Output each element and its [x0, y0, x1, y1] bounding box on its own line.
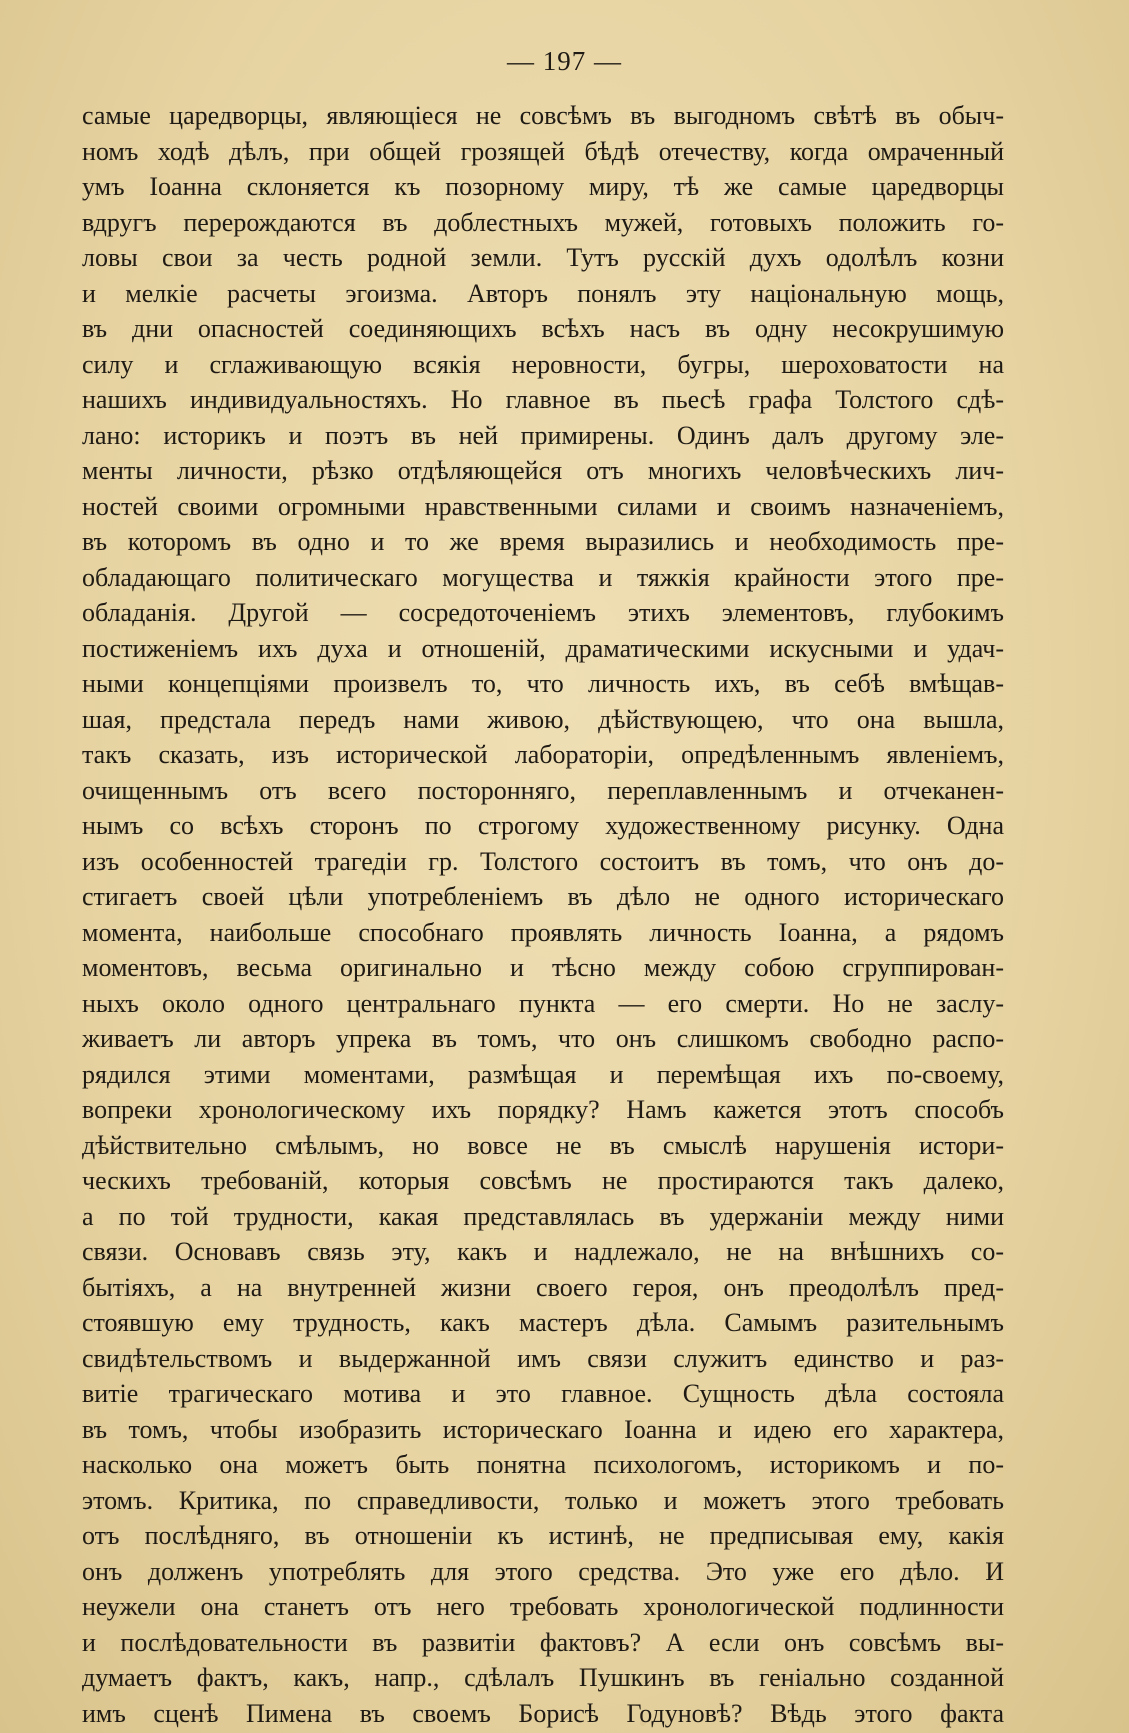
text-line: силу и сглаживающую всякія неровности, бугры, шероховатости на	[82, 349, 1004, 379]
text-line: ностей своими огромными нравственными силами и своимъ назначеніемъ,	[82, 491, 1004, 521]
text-line: ческихъ требованій, которыя совсѣмъ не простираются такъ далеко,	[82, 1166, 1004, 1195]
text-line: лано: историкъ и поэтъ въ ней примирены. Одинъ далъ другому эле-	[82, 420, 1004, 450]
text-line: рядился этими моментами, размѣщая и перемѣщая ихъ по-своему,	[82, 1059, 1004, 1089]
text-line: менты личности, рѣзко отдѣляющейся отъ многихъ человѣческихъ лич-	[82, 456, 1004, 485]
text-line: имъ сценѣ Пимена въ своемъ Борисѣ Годуновѣ? Вѣдь этого факта	[82, 1698, 1004, 1728]
text-line: самые царедворцы, являющіеся не совсѣмъ въ выгодномъ свѣтѣ въ обыч-	[82, 101, 1004, 130]
text-line: ными концепціями произвелъ то, что личность ихъ, въ себѣ вмѣщав-	[82, 669, 1004, 698]
text-line: вопреки хронологическому ихъ порядку? Намъ кажется этотъ способъ	[82, 1095, 1004, 1124]
text-line: въ дни опасностей соединяющихъ всѣхъ насъ въ одну несокрушимую	[82, 314, 1004, 343]
text-line: обладающаго политическаго могущества и тяжкія крайности этого пре-	[82, 562, 1004, 592]
text-line: стоявшую ему трудность, какъ мастеръ дѣла. Самымъ разительнымъ	[82, 1308, 1004, 1337]
text-line: вдругъ перерождаются въ доблестныхъ мужей, готовыхъ положить го-	[82, 207, 1004, 237]
text-line: умъ Іоанна склоняется къ позорному миру, тѣ же самые царедворцы	[82, 172, 1004, 201]
text-line: стигаетъ своей цѣли употребленіемъ въ дѣло не одного историческаго	[82, 882, 1004, 911]
text-line: онъ долженъ употреблять для этого средства. Это уже его дѣло. И	[82, 1556, 1004, 1586]
text-line: моментовъ, весьма оригинально и тѣсно между собою сгруппирован-	[82, 953, 1004, 982]
text-line: неужели она станетъ отъ него требовать хронологической подлинности	[82, 1592, 1004, 1621]
text-line: постиженіемъ ихъ духа и отношеній, драматическими искусными и удач-	[82, 633, 1004, 663]
text-line: момента, наибольше способнаго проявлять личность Іоанна, а рядомъ	[82, 917, 1004, 947]
text-line: дѣйствительно смѣлымъ, но вовсе не въ смыслѣ нарушенія истори-	[82, 1130, 1004, 1160]
text-line: въ которомъ въ одно и то же время выразились и необходимость пре-	[82, 527, 1004, 556]
text-line: этомъ. Критика, по справедливости, только и можетъ этого требовать	[82, 1485, 1004, 1515]
text-line: свидѣтельствомъ и выдержанной имъ связи служитъ единство и раз-	[82, 1343, 1004, 1373]
page-number: — 197 —	[507, 46, 622, 76]
text-line: изъ особенностей трагедіи гр. Толстого состоитъ въ томъ, что онъ до-	[82, 846, 1004, 876]
text-line: обладанія. Другой — сосредоточеніемъ этихъ элементовъ, глубокимъ	[82, 598, 1004, 627]
text-line: нашихъ индивидуальностяхъ. Но главное въ пьесѣ графа Толстого сдѣ-	[82, 385, 1004, 414]
text-line: связи. Основавъ связь эту, какъ и надлежало, не на внѣшнихъ со-	[82, 1237, 1004, 1266]
text-line: думаетъ фактъ, какъ, напр., сдѣлалъ Пушкинъ въ геніально созданной	[82, 1663, 1004, 1692]
text-line: бытіяхъ, а на внутренней жизни своего героя, онъ преодолѣлъ пред-	[82, 1272, 1004, 1302]
text-line: и мелкіе расчеты эгоизма. Авторъ понялъ эту національную мощь,	[82, 278, 1004, 308]
text-line: ловы свои за честь родной земли. Тутъ русскій духъ одолѣлъ козни	[82, 243, 1004, 272]
text-line: и послѣдовательности въ развитіи фактовъ? А если онъ совсѣмъ вы-	[82, 1627, 1004, 1657]
text-line: а по той трудности, какая представлялась въ удержаніи между ними	[82, 1201, 1004, 1231]
text-line: шая, предстала передъ нами живою, дѣйствующею, что она вышла,	[82, 704, 1004, 734]
text-line: насколько она можетъ быть понятна психологомъ, историкомъ и по-	[82, 1450, 1004, 1479]
text-line: въ томъ, чтобы изобразить историческаго Іоанна и идею его характера,	[82, 1414, 1004, 1444]
text-line: номъ ходѣ дѣлъ, при общей грозящей бѣдѣ отечеству, когда омраченный	[82, 136, 1004, 166]
text-line: очищеннымъ отъ всего посторонняго, переплавленнымъ и отчеканен-	[82, 775, 1004, 805]
text-line: ныхъ около одного центральнаго пункта — его смерти. Но не заслу-	[82, 988, 1004, 1018]
text-line: нымъ со всѣхъ сторонъ по строгому художественному рисунку. Одна	[82, 811, 1004, 840]
page-text	[82, 98, 1004, 1731]
text-line: витіе трагическаго мотива и это главное. Сущность дѣла состояла	[82, 1379, 1004, 1408]
text-line: отъ послѣдняго, въ отношеніи къ истинѣ, не предписывая ему, какія	[82, 1521, 1004, 1550]
text-line: такъ сказать, изъ исторической лабораторіи, опредѣленнымъ явленіемъ,	[82, 740, 1004, 769]
text-line: живаетъ ли авторъ упрека въ томъ, что онъ слишкомъ свободно распо-	[82, 1024, 1004, 1053]
